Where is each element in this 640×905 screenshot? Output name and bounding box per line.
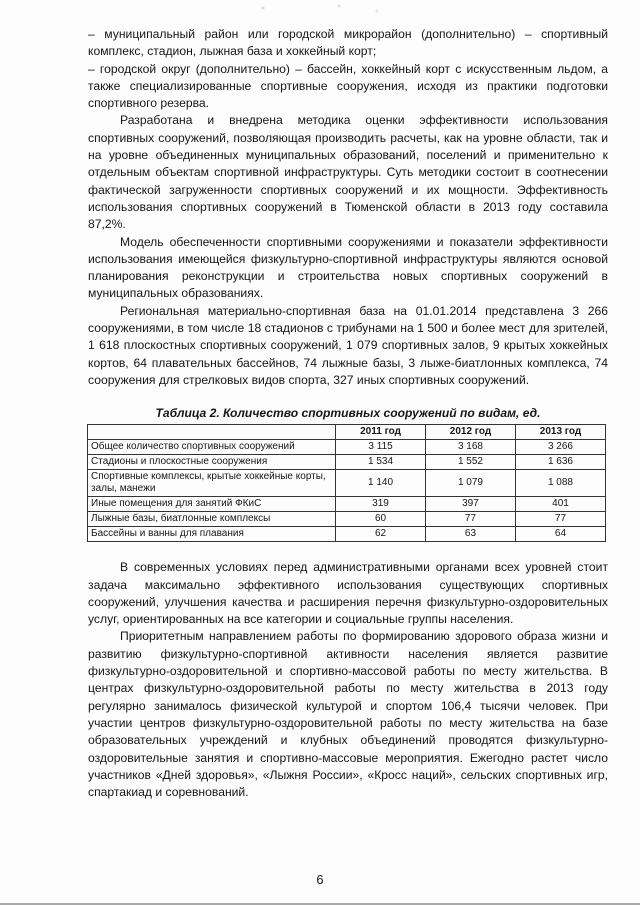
table-row-label: Спортивные комплексы, крытые хоккейные корты, залы, манежи [88,470,336,497]
table-header-empty [88,425,336,440]
sports-facilities-table [87,424,606,542]
table-caption: Таблица 2. Количество спортивных сооружений по видам, ед. [155,406,541,421]
table-cell-2011: 1 534 [336,455,426,470]
table-cell-2011: 62 [336,527,426,542]
table-row-label: Стадионы и плоскостные сооружения [88,455,336,470]
paragraph-model: Модель обеспеченности спортивными сооружениями и показатели эффективности использования имеющейся физкультурно-спортивной инфраструктуры являются основой планирования реконструкции и строительства новых спортивных сооружений в муниципальных образованиях. [88,234,608,301]
table-row [88,497,606,512]
table-row [88,470,606,497]
scan-artifact [225,0,415,20]
table-row [88,455,606,470]
table-row-label: Общее количество спортивных сооружений [88,440,336,455]
table-cell-2011: 60 [336,512,426,527]
table-header-2013: 2013 год [515,425,605,440]
table-cell-2013: 1 636 [515,455,605,470]
table-cell-2012: 77 [425,512,515,527]
table-cell-2012: 3 168 [425,440,515,455]
table-header-2011: 2011 год [336,425,426,440]
table-cell-2013: 1 088 [515,470,605,497]
table-cell-2011: 319 [336,497,426,512]
paragraph-priority-direction: Приоритетным направлением работы по формированию здорового образа жизни и развитию физкультурно-спортивной активности населения является развитие физкультурно-оздоровительной и спортивно-массовой работы по месту жительства. В центрах физкультурно-оздоровительной работы по месту жительства в 2013 году регулярно занималось физической культурой и спортом 106,4 тысячи человек. При участии центров физкультурно-оздоровительной работы по месту жительства на базе образовательных учреждений и клубных объединений проводятся физкультурно-оздоровительные занятия и спортивно-массовые мероприятия. Ежегодно растет число участников «Дней здоровья», «Лыжня России», «Кросс наций», сельских спортивных игр, спартакиад и соревнований. [88,629,608,800]
paragraph-modern-conditions: В современных условиях перед административными органами всех уровней стоит задача максимально эффективного использования существующих спортивных сооружений, улучшения качества и расширения перечня физкультурно-оздоровительных услуг, ориентированных на все категории и социальные группы населения. [88,560,608,627]
table-header-2012: 2012 год [425,425,515,440]
table-cell-2012: 63 [425,527,515,542]
table-row-label: Бассейны и ванны для плавания [88,527,336,542]
paragraph-city-district: – городской округ (дополнительно) – бассейн, хоккейный корт с искусственным льдом, а также специализированные спортивные сооружения, исходя из практики подготовки спортивного резерва. [88,61,608,111]
table-header-row [88,425,606,440]
table-cell-2013: 77 [515,512,605,527]
document-body [88,26,608,801]
table-row-label: Иные помещения для занятий ФКиС [88,497,336,512]
page-number: 6 [316,872,324,887]
table-cell-2013: 64 [515,527,605,542]
table-cell-2013: 401 [515,497,605,512]
table-cell-2012: 1 552 [425,455,515,470]
table-row [88,440,606,455]
paragraph-municipal-district: – муниципальный район или городской микрорайон (дополнительно) – спортивный комплекс, стадион, лыжная база и хоккейный корт; [88,27,608,59]
paragraph-methodology: Разработана и внедрена методика оценки эффективности использования спортивных сооружений, позволяющая производить расчеты, как на уровне области, так и на уровне объединенных муниципальных образований, поселений и применительно к отдельным объектам спортивной инфраструктуры. Суть методики состоит в соотнесении фактической загруженности спортивных сооружений и их мощности. Эффективность использования спортивных сооружений в Тюменской области в 2013 году составила 87,2%. [88,113,608,232]
table-cell-2011: 3 115 [336,440,426,455]
table-row-label: Лыжные базы, биатлонные комплексы [88,512,336,527]
table-cell-2012: 1 079 [425,470,515,497]
table-cell-2012: 397 [425,497,515,512]
paragraph-regional-base: Региональная материально-спортивная база на 01.01.2014 представлена 3 266 сооружениями, в том числе 18 стадионов с трибунами на 1 500 и более мест для зрителей, 1 618 плоскостных спортивных сооружений, 1 079 спортивных залов, 9 крытых хоккейных кортов, 64 плавательных бассейнов, 74 лыжные базы, 3 лыже-биатлонных комплекса, 74 сооружения для стрелковых видов спорта, 327 иных спортивных сооружений. [88,303,608,387]
table-row [88,512,606,527]
table-row [88,527,606,542]
table-cell-2011: 1 140 [336,470,426,497]
table-cell-2013: 3 266 [515,440,605,455]
